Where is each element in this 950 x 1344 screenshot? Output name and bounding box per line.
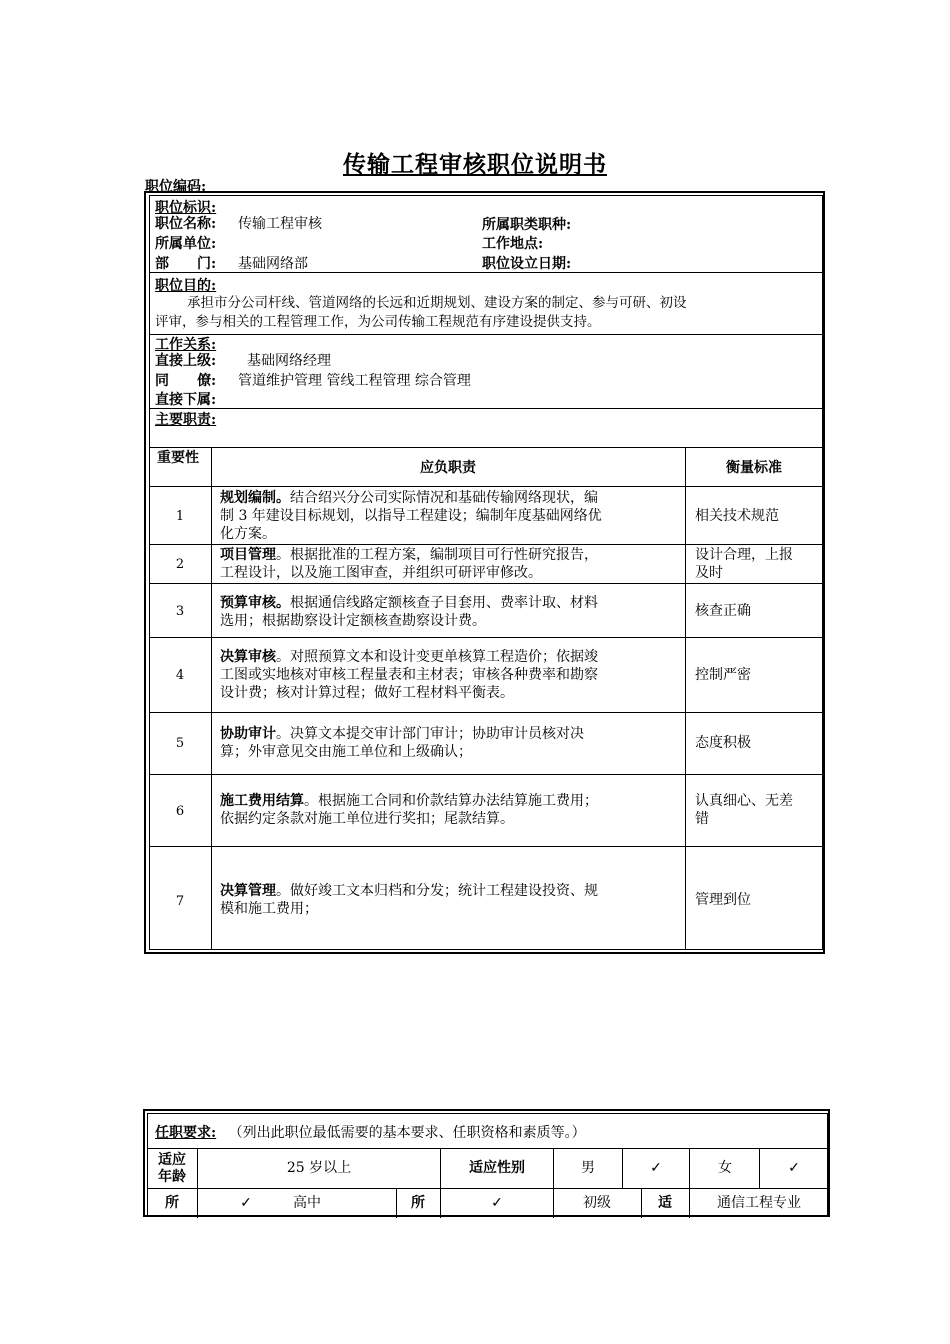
duty-text-line: 。决算文本提交审计部门审计；协助审计员核对决 xyxy=(276,726,584,742)
duty-text-line: 。对照预算文本和设计变更单核算工程造价；依据竣 xyxy=(276,649,598,665)
purpose-section-title: 职位目的: xyxy=(155,278,217,294)
divider xyxy=(150,334,822,335)
duty-text-line: 模和施工费用； xyxy=(220,901,318,917)
duty-title: 协助审计 xyxy=(220,726,276,742)
standard-value xyxy=(695,546,820,582)
superior-label: 直接上级: xyxy=(155,353,217,369)
identity-section-title: 职位标识: xyxy=(155,200,217,216)
gender-label: 适应性别 xyxy=(469,1160,525,1176)
purpose-text-line: 承担市分公司杆线、管道网络的长远和近期规划、建设方案的制定、参与可研、初设 xyxy=(187,295,687,311)
unit-label: 所属单位: xyxy=(155,236,217,252)
standard-value: 管理到位 xyxy=(695,892,751,908)
duty-text-line: 依据约定条款对施工单位进行奖扣；尾款结算。 xyxy=(220,811,514,827)
duty-title: 决算审核 xyxy=(220,649,276,665)
duty-text-line: 化方案。 xyxy=(220,526,276,542)
divider xyxy=(150,408,822,409)
peer-value: 管道维护管理 管线工程管理 综合管理 xyxy=(238,373,471,389)
department-label: 部 门: xyxy=(155,256,217,272)
duty-text-line: 选用；根据勘察设计定额核查勘察设计费。 xyxy=(220,613,486,629)
standard-line: 及时 xyxy=(695,565,723,581)
duty-row xyxy=(220,792,682,828)
row-number: 6 xyxy=(175,804,185,819)
duty-row xyxy=(220,546,682,582)
age-label-line: 适应 xyxy=(158,1152,186,1168)
duty-text-line: 制 3 年建设目标规划，以指导工程建设；编制年度基础网络优 xyxy=(220,508,602,524)
divider xyxy=(150,774,822,775)
divider xyxy=(148,1148,827,1149)
duty-row xyxy=(220,725,682,761)
duty-text-line: 工图或实地核对审核工程量表和主材表；审核各种费率和勘察 xyxy=(220,667,598,683)
divider xyxy=(150,486,822,487)
row3-label: 所 xyxy=(165,1195,179,1211)
requirements-row xyxy=(155,1124,586,1142)
duty-text-line: 结合绍兴分公司实际情况和基础传输网络现状，编 xyxy=(290,490,598,506)
peer-label: 同 僚: xyxy=(155,373,217,389)
row3-label: 所 xyxy=(411,1195,425,1211)
standard-value xyxy=(695,792,820,828)
position-name-label: 职位名称: xyxy=(155,216,217,232)
gender-male: 男 xyxy=(581,1160,595,1176)
divider xyxy=(150,712,822,713)
standard-header: 衡量标准 xyxy=(726,460,782,476)
duty-text-line: 。根据批准的工程方案，编制项目可行性研究报告， xyxy=(276,547,598,563)
title-level-value: 初级 xyxy=(583,1195,611,1211)
position-code-label: 职位编码: xyxy=(145,179,207,195)
superior-value: 基础网络经理 xyxy=(247,353,331,369)
standard-line: 错 xyxy=(695,811,709,827)
duty-text-line: 工程设计，以及施工图审查，并组织可研评审修改。 xyxy=(220,565,542,581)
education-value: 高中 xyxy=(293,1195,321,1211)
row-number: 5 xyxy=(175,736,185,751)
row-number: 7 xyxy=(175,894,185,909)
row-number: 1 xyxy=(175,509,185,524)
check-icon: ✓ xyxy=(650,1160,662,1176)
check-icon: ✓ xyxy=(788,1160,800,1176)
major-value: 通信工程专业 xyxy=(717,1195,801,1211)
row3-label: 适 xyxy=(658,1195,672,1211)
duty-row xyxy=(220,594,682,630)
row-number: 4 xyxy=(175,668,185,683)
standard-value: 态度积极 xyxy=(695,735,751,751)
duty-title: 决算管理 xyxy=(220,883,276,899)
duty-row xyxy=(220,648,682,702)
duty-header: 应负职责 xyxy=(420,460,476,476)
relations-section-title: 工作关系: xyxy=(155,337,217,353)
department-value: 基础网络部 xyxy=(238,256,308,272)
age-label-line: 年龄 xyxy=(158,1169,186,1185)
row-number: 3 xyxy=(175,604,185,619)
gender-female: 女 xyxy=(718,1160,732,1176)
standard-line: 认真细心、无差 xyxy=(695,793,793,809)
divider xyxy=(150,637,822,638)
divider xyxy=(150,447,822,448)
duty-row xyxy=(220,882,682,918)
column-divider xyxy=(685,447,686,950)
duty-text-line: 设计费；核对计算过程；做好工程材料平衡表。 xyxy=(220,685,514,701)
standard-value: 核查正确 xyxy=(695,603,751,619)
check-icon: ✓ xyxy=(240,1195,252,1211)
page-title: 传输工程审核职位说明书 xyxy=(343,151,607,178)
position-name-value: 传输工程审核 xyxy=(238,216,322,232)
purpose-text-line: 评审，参与相关的工程管理工作，为公司传输工程规范有序建设提供支持。 xyxy=(155,314,601,330)
duty-title: 预算审核。 xyxy=(220,595,290,611)
standard-value: 控制严密 xyxy=(695,667,751,683)
divider xyxy=(150,544,822,545)
duty-text-line: 算；外审意见交由施工单位和上级确认； xyxy=(220,744,472,760)
divider xyxy=(150,846,822,847)
requirements-section-title: 任职要求: xyxy=(155,1125,217,1141)
standard-value: 相关技术规范 xyxy=(695,508,779,524)
duty-text-line: 。做好竣工文本归档和分发；统计工程建设投资、规 xyxy=(276,883,598,899)
setup-date-label: 职位设立日期: xyxy=(482,256,572,272)
column-divider xyxy=(211,447,212,950)
age-label xyxy=(148,1152,196,1186)
category-label: 所属职类职种: xyxy=(482,217,572,233)
duty-title: 项目管理 xyxy=(220,547,276,563)
row-number: 2 xyxy=(175,557,185,572)
divider xyxy=(148,1188,827,1189)
duty-text-line: 根据通信线路定额核查子目套用、费率计取、材料 xyxy=(290,595,598,611)
age-value: 25 岁以上 xyxy=(286,1160,352,1176)
subordinate-label: 直接下属: xyxy=(155,392,217,408)
duties-label: 主要职责: xyxy=(155,412,217,428)
divider xyxy=(150,583,822,584)
requirements-note: （列出此职位最低需要的基本要求、任职资格和素质等。） xyxy=(228,1125,586,1141)
duty-title: 施工费用结算 xyxy=(220,793,304,809)
check-icon: ✓ xyxy=(491,1195,503,1211)
duty-title: 规划编制。 xyxy=(220,490,290,506)
importance-header: 重要性 xyxy=(157,450,199,466)
duty-text-line: 。根据施工合同和价款结算办法结算施工费用； xyxy=(304,793,598,809)
duty-row xyxy=(220,489,682,543)
location-label: 工作地点: xyxy=(482,236,544,252)
standard-line: 设计合理，上报 xyxy=(695,547,793,563)
